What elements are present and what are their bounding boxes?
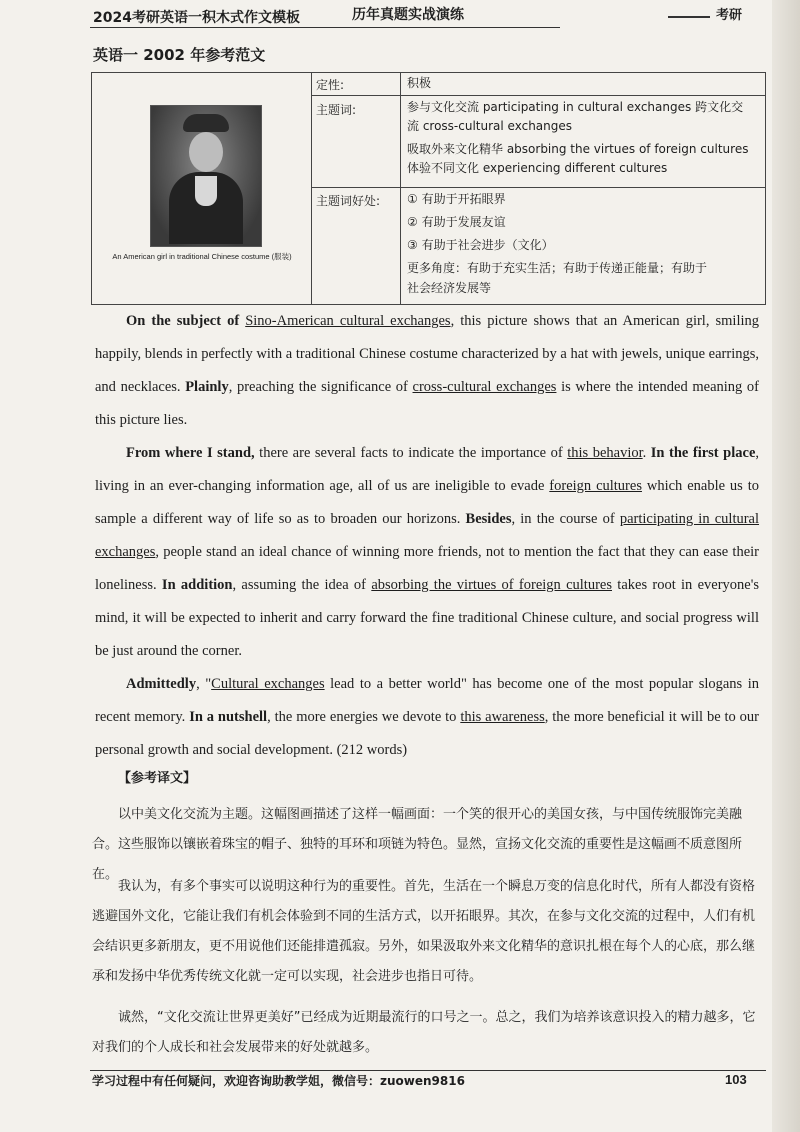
translation-paragraph-2: 我认为，有多个事实可以说明这种行为的重要性。首先，生活在一个瞬息万变的信息化时代，所有人都没有资格逃避国外文化，它能让我们有机会体验到不同的生活方式，以开拓眼界。其次，在参与文化交流的过程中，人们有机会结识更多新朋友，更不用说他们还能排遣孤寂。另外，如果汲取外来文化精华的意识扎根在每个人的心底，那么继承和发扬中华优秀传统文化就一定可以实现，社会进步也指日可待。 <box>92 879 756 984</box>
section-title: 英语一 2002 年参考范文 <box>93 46 266 64</box>
translation-paragraph-1: 以中美文化交流为主题。这幅图画描述了这样一幅画面：一个笑的很开心的美国女孩，与中国传统服饰完美融合。这些服饰以镶嵌着珠宝的帽子、独特的耳环和项链为特色。显然，宣扬文化交流的重要性是这幅画不质意图所在。 <box>92 807 743 882</box>
header-rule-short <box>668 16 710 18</box>
value-theme-words <box>407 98 761 178</box>
photo-caption: An American girl in traditional Chinese costume (服装) <box>112 252 292 261</box>
header-chapter-title: 历年真题实战演练 <box>352 7 464 23</box>
theme-word-line: 吸取外来文化精华 absorbing the virtues of foreign cultures <box>407 142 749 156</box>
header-brand: 考研 <box>716 8 743 23</box>
table-divider <box>311 95 765 96</box>
header-rule <box>90 27 560 28</box>
summary-table <box>91 72 766 305</box>
theme-word-line: 流 cross-cultural exchanges <box>407 119 573 133</box>
benefit-line: ② 有助于发展友谊 <box>407 215 506 229</box>
benefit-line: ③ 有助于社会进步（文化） <box>407 238 554 252</box>
translation-paragraph-3: 诚然，“文化交流让世界更美好”已经成为近期最流行的口号之一。总之，我们为培养该意识投入的精力越多，它对我们的个人成长和社会发展带来的好处就越多。 <box>92 1010 756 1055</box>
translation-title: 【参考译文】 <box>118 771 197 786</box>
photo-american-girl <box>150 105 262 247</box>
theme-word-line: 体验不同文化 experiencing different cultures <box>407 161 668 175</box>
header-book-title: 2024考研英语一积木式作文模板 <box>93 10 300 26</box>
label-theme-words: 主题词: <box>316 103 357 117</box>
table-divider <box>311 187 765 188</box>
theme-word-line: 参与文化交流 participating in cultural exchanges 跨文化交 <box>407 100 744 114</box>
footer-rule <box>90 1070 766 1071</box>
essay-paragraph-2: From where I stand, there are several facts to indicate the importance of this behavior. In the first place, living in an ever-changing information age, all of us are ineligible to evade foreign cultures which enable us to sample a different way of life so as to broaden our horizons. Besides, in the course of participating in cultural exchanges, people stand an ideal chance of winning more friends, not to mention the fact that they can ease their loneliness. In addition, assuming the idea of absorbing the virtues of foreign cultures takes root in everyone's mind, it will be expected to inherit and carry forward the fine traditional Chinese culture, and social progress will be just around the corner. <box>95 445 760 659</box>
essay-paragraph-3: Admittedly, "Cultural exchanges lead to a better world" has become one of the most popular slogans in recent memory. In a nutshell, the more energies we devote to this awareness, the more beneficial it will be to our personal growth and social development. (212 words) <box>95 676 760 758</box>
label-benefits: 主题词好处: <box>316 194 381 208</box>
value-nature: 积极 <box>407 76 432 90</box>
table-divider <box>400 73 401 304</box>
benefit-line: 社会经济发展等 <box>407 281 492 295</box>
footer-contact: 学习过程中有任何疑问，欢迎咨询助教学姐，微信号：zuowen9816 <box>92 1074 465 1088</box>
table-divider <box>311 73 312 304</box>
value-benefits <box>407 189 761 298</box>
label-nature: 定性: <box>316 78 345 92</box>
page-number: 103 <box>725 1072 747 1087</box>
benefit-line: ① 有助于开拓眼界 <box>407 192 506 206</box>
essay-paragraph-1: On the subject of Sino-American cultural exchanges, this picture shows that an American girl, smiling happily, blends in perfectly with a traditional Chinese costume characterized by a hat with jewels, unique earrings, and necklaces. Plainly, preaching the significance of cross-cultural exchanges is where the intended meaning of this picture lies. <box>95 313 760 428</box>
benefit-line: 更多角度：有助于充实生活；有助于传递正能量；有助于 <box>407 261 708 275</box>
page-edge-shadow <box>772 0 800 1132</box>
